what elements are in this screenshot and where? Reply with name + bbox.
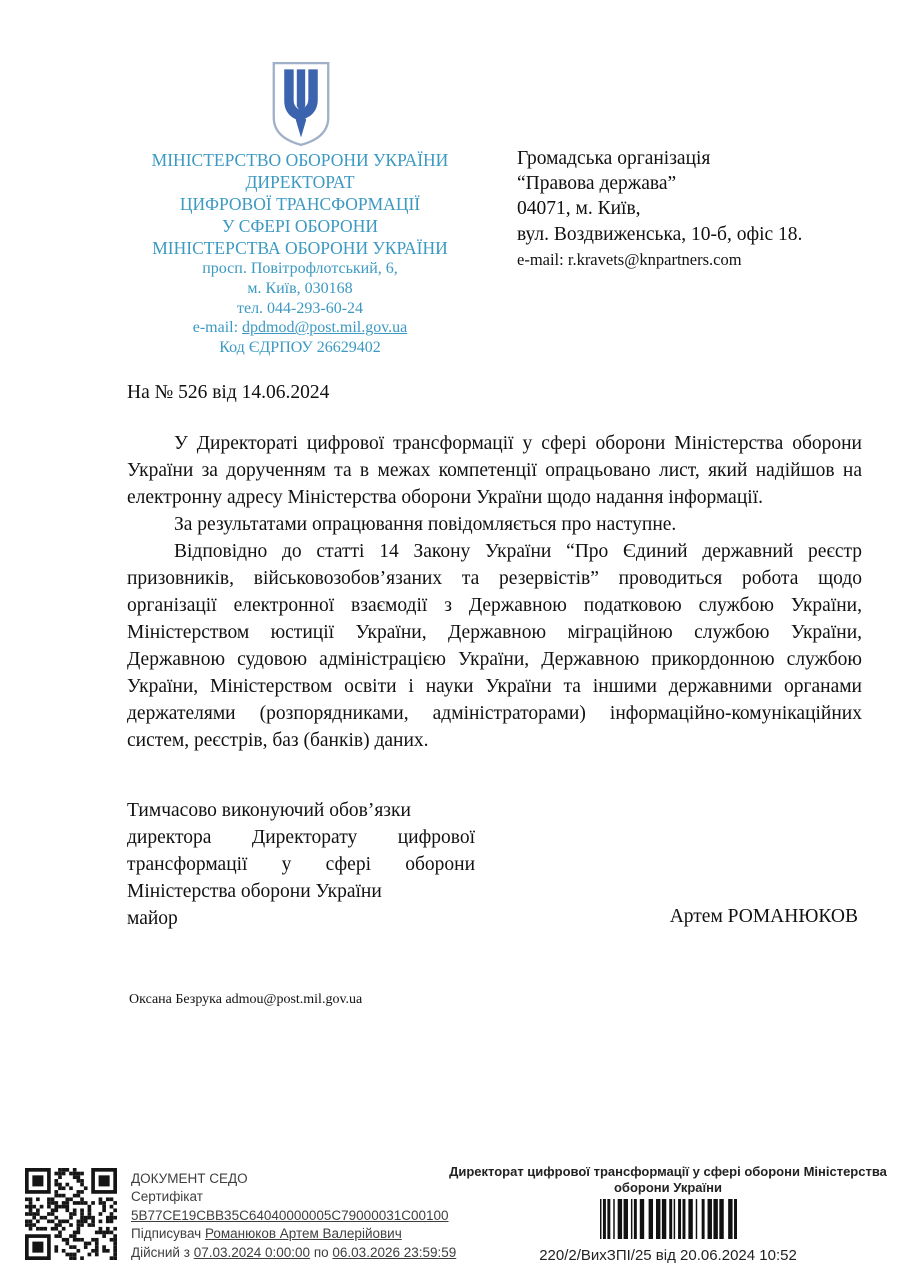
letterhead-org-block <box>130 149 470 259</box>
valid-prefix: Дійсний з <box>131 1244 190 1260</box>
org-line: ЦИФРОВОЇ ТРАНСФОРМАЦІЇ <box>179 194 421 214</box>
org-line: МІНІСТЕРСТВО ОБОРОНИ УКРАЇНИ <box>151 150 449 170</box>
validity-line <box>131 1244 456 1262</box>
certificate-number: 5B77CE19CBB35C64040000005C79000031C00100 <box>131 1207 449 1223</box>
registration-stamp <box>448 1164 888 1264</box>
address-line: просп. Повітрофлотський, 6, <box>202 260 398 277</box>
edrpou-line: Код ЄДРПОУ 26629402 <box>219 339 381 357</box>
signer-name: Артем РОМАНЮКОВ <box>669 906 858 927</box>
body-paragraph: Відповідно до статті 14 Закону України “Про Єдиний державний реєстр призовників, військовозобов’язаних та резервістів” проводиться робота щодо організації електронної взаємодії з Державною податковою службою України, Міністерством юстиції України, Державною міграційною службою України, Державною судовою адміністрацією України, Державною прикордонною службою України, Міністерством освіти і науки України та іншими державними органами держателями (розпорядниками, адміністраторами) інформаційно-комунікаційних систем, реєстрів, баз (банків) даних. <box>127 541 862 751</box>
recipient-line: “Правова держава” <box>517 173 677 195</box>
sedo-stamp <box>25 1168 456 1262</box>
valid-separator: по <box>313 1244 329 1260</box>
email-line <box>130 318 470 338</box>
body-paragraph: У Директораті цифрової трансформації у сфері оборони Міністерства оборони України за дорученням та в межах компетенції опрацьовано лист, який надійшов на електронну адресу Міністерства оборони України щодо надання інформації. <box>127 433 862 508</box>
address-line: тел. 044-293-60-24 <box>236 299 364 317</box>
signature-position-block <box>127 797 475 932</box>
sedo-text-block <box>131 1168 456 1262</box>
recipient-block <box>517 146 867 271</box>
org-line: ДИРЕКТОРАТ <box>245 172 355 192</box>
signature-line: Тимчасово виконуючий обов’язки <box>127 800 411 821</box>
recipient-line: вул. Воздвиженська, 10-б, офіс 18. <box>517 223 803 245</box>
signature-rank: майор <box>127 908 178 929</box>
letterhead-address-block <box>130 259 470 358</box>
qr-code-icon <box>25 1168 117 1260</box>
body-paragraph: За результатами опрацювання повідомляється про наступне. <box>174 514 677 535</box>
signature-line: трансформації у сфері оборони <box>127 854 475 875</box>
valid-to-date: 06.03.2026 23:59:59 <box>332 1244 457 1260</box>
sender-email-link[interactable]: dpdmod@post.mil.gov.ua <box>242 319 408 337</box>
signer-line <box>131 1225 456 1243</box>
address-line: м. Київ, 030168 <box>247 279 353 297</box>
org-line: У СФЕРІ ОБОРОНИ <box>222 216 378 236</box>
signature-line: Міністерства оборони України <box>127 881 382 902</box>
sedo-title: ДОКУМЕНТ СЕДО <box>131 1171 248 1186</box>
email-label: e-mail: <box>192 319 239 337</box>
registration-org: Директорат цифрової трансформації у сфері оборони Міністерства оборони України <box>449 1164 887 1195</box>
recipient-email: e-mail: r.kravets@knpartners.com <box>517 249 742 269</box>
signature-line: директора Директорату цифрової <box>127 827 475 848</box>
signer-full-name: Романюков Артем Валерійович <box>204 1226 402 1242</box>
barcode-icon <box>448 1199 888 1244</box>
org-line: МІНІСТЕРСТВА ОБОРОНИ УКРАЇНИ <box>152 238 448 258</box>
reference-line: На № 526 від 14.06.2024 <box>127 382 330 403</box>
registration-number: 220/2/ВихЗПІ/25 від 20.06.2024 10:52 <box>539 1247 797 1264</box>
signer-label: Підписувач <box>131 1226 202 1242</box>
recipient-line: Громадська організація <box>517 148 711 169</box>
valid-from-date: 07.03.2024 0:00:00 <box>193 1244 311 1260</box>
letter-body <box>127 430 862 754</box>
recipient-line: 04071, м. Київ, <box>517 198 641 220</box>
certificate-label: Сертифікат <box>131 1189 203 1205</box>
ukraine-trident-emblem-icon <box>264 60 338 148</box>
executor-line: Оксана Безрука admou@post.mil.gov.ua <box>129 992 363 1007</box>
